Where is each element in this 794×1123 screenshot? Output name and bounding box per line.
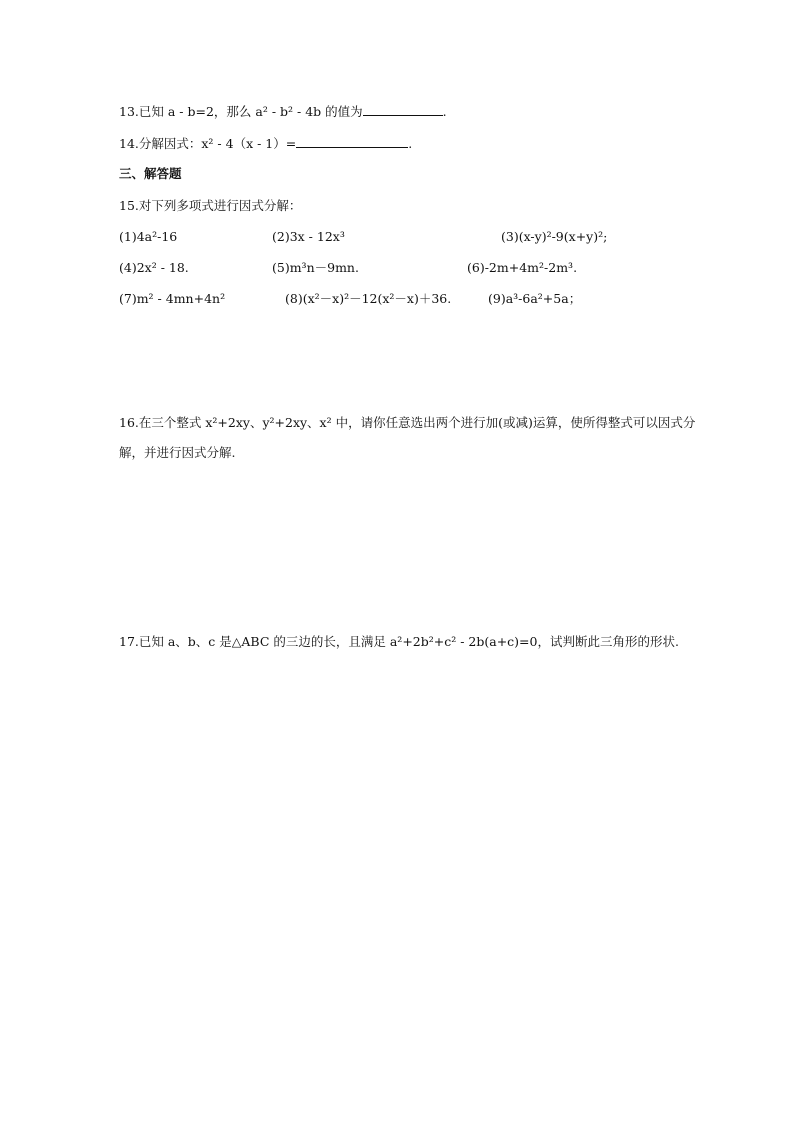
question-16: 16.在三个整式 x²+2xy、y²+2xy、x² 中，请你任意选出两个进行加(或减)运算，使所得整式可以因式分解，并进行因式分解. [119,415,696,460]
q15-item-5: (5)m³n－9mn. [272,260,359,275]
question-13-period: . [442,104,447,119]
q15-item-9: (9)a³-6a²+5a； [488,291,582,306]
q15-item-4: (4)2x² - 18. [119,260,189,275]
question-14-text: 14.分解因式：x² - 4（x - 1）= [119,136,297,151]
question-15-stem: 15.对下列多项式进行因式分解： [119,198,302,213]
question-14 [119,135,412,152]
question-13-text: 13.已知 a - b=2，那么 a² - b² - 4b 的值为 [119,104,363,119]
question-17: 17.已知 a、b、c 是△ABC 的三边的长，且满足 a²+2b²+c² - 2b(a+c)=0，试判断此三角形的形状. [119,634,679,649]
question-13 [119,103,447,120]
q15-item-6: (6)-2m+4m²-2m³. [467,260,578,275]
q15-item-1: (1)4a²-16 [119,229,178,244]
answer-blank [363,103,443,116]
q15-item-3: (3)(x-y)²-9(x+y)²; [501,229,608,244]
answer-blank [296,135,408,148]
q15-item-8: (8)(x²－x)²－12(x²－x)＋36. [285,291,452,306]
question-14-period: . [408,136,413,151]
q15-item-2: (2)3x - 12x³ [272,229,345,244]
q15-item-7: (7)m² - 4mn+4n² [119,291,226,306]
section-heading: 三、解答题 [119,166,182,181]
